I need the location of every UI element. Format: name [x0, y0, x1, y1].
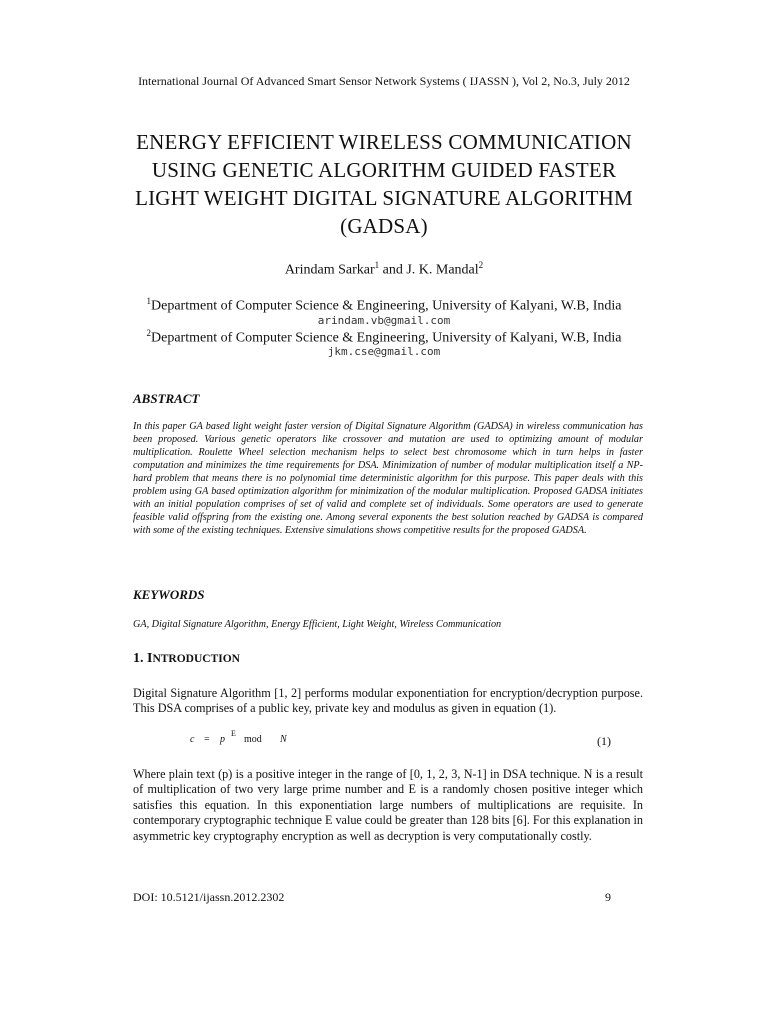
doi-footer: DOI: 10.5121/ijassn.2012.2302: [133, 890, 285, 904]
affiliation: [0, 328, 768, 347]
page-number: 9: [605, 890, 611, 904]
title-line: ENERGY EFFICIENT WIRELESS COMMUNICATION: [136, 130, 632, 154]
section-number: 1. I: [133, 651, 153, 666]
title-line: (GADSA): [340, 214, 428, 238]
paper-title: [0, 128, 768, 240]
title-line: USING GENETIC ALGORITHM GUIDED FASTER: [151, 158, 617, 182]
author-name: and J. K. Mandal: [379, 262, 479, 278]
author-name: Arindam Sarkar: [284, 262, 375, 278]
affiliation-text: Department of Computer Science & Engineering, University of Kalyani, W.B, India: [151, 330, 622, 346]
author-list: [0, 260, 768, 279]
equation-exponent: E: [231, 729, 236, 738]
equation-equals: =: [204, 734, 210, 745]
author-superscript: 1: [374, 260, 380, 270]
author-superscript: 2: [478, 260, 484, 270]
keywords-heading: KEYWORDS: [133, 587, 205, 602]
intro-paragraph: Digital Signature Algorithm [1, 2] performs modular exponentiation for encryption/decryption purpose. This DSA comprises of a public key, private key and modulus as given in equation (1).: [133, 686, 643, 716]
journal-header: International Journal Of Advanced Smart Sensor Network Systems ( IJASSN ), Vol 2, No.3, July 2012: [138, 74, 630, 88]
title-line: LIGHT WEIGHT DIGITAL SIGNATURE ALGORITHM: [135, 186, 633, 210]
affiliation: [0, 296, 768, 315]
keywords-body: GA, Digital Signature Algorithm, Energy Efficient, Light Weight, Wireless Communication: [133, 619, 502, 630]
section-heading: [133, 651, 240, 667]
equation-n: N: [280, 734, 287, 745]
equation-p: p: [220, 734, 225, 745]
affiliation-superscript: 1: [146, 296, 152, 306]
equation-number: (1): [597, 734, 611, 748]
section-title: NTRODUCTION: [152, 653, 240, 665]
affiliation-text: Department of Computer Science & Engineering, University of Kalyani, W.B, India: [151, 298, 622, 314]
abstract-body: In this paper GA based light weight faster version of Digital Signature Algorithm (GADSA) in wireless communication has been proposed. Various genetic operators like crossover and mutation are used to optimizing amount of modular multiplication. Roulette Wheel selection mechanism helps to select best chromosome which in turn helps in faster computation and minimizes the time requirements for DSA. Minimization of number of modular multiplication itself a NP-hard problem that means there is no polynomial time deterministic algorithm for this purpose. This paper deals with this problem using GA based optimization algorithm for minimization of the modular multiplication. Proposed GADSA initiates with an initial population comprises of set of valid and complete set of individuals. Some operators are used to generate feasible valid offspring from the existing one. Among several exponents the best solution reached by GADSA is compared with some of the existing techniques. Extensive simulations shows competitive results for the proposed GADSA.: [133, 421, 643, 536]
abstract-heading: ABSTRACT: [133, 391, 200, 406]
equation-c: c: [190, 734, 195, 745]
author-email[interactable]: arindam.vb@gmail.com: [317, 314, 451, 327]
equation-mod: mod: [244, 734, 262, 745]
affiliation-superscript: 2: [146, 328, 152, 338]
intro-paragraph: Where plain text (p) is a positive integer in the range of [0, 1, 2, 3, N-1] in DSA technique. N is a result of multiplication of two very large prime number and E is a randomly chosen positive integer which satisfies this equation. In this exponentiation large numbers of multiplications are requisite. In contemporary cryptographic technique E value could be greater than 128 bits [6]. For this explanation in asymmetric key cryptography encryption as well as decryption is very computationally costly.: [133, 767, 643, 843]
author-email[interactable]: jkm.cse@gmail.com: [327, 345, 441, 358]
